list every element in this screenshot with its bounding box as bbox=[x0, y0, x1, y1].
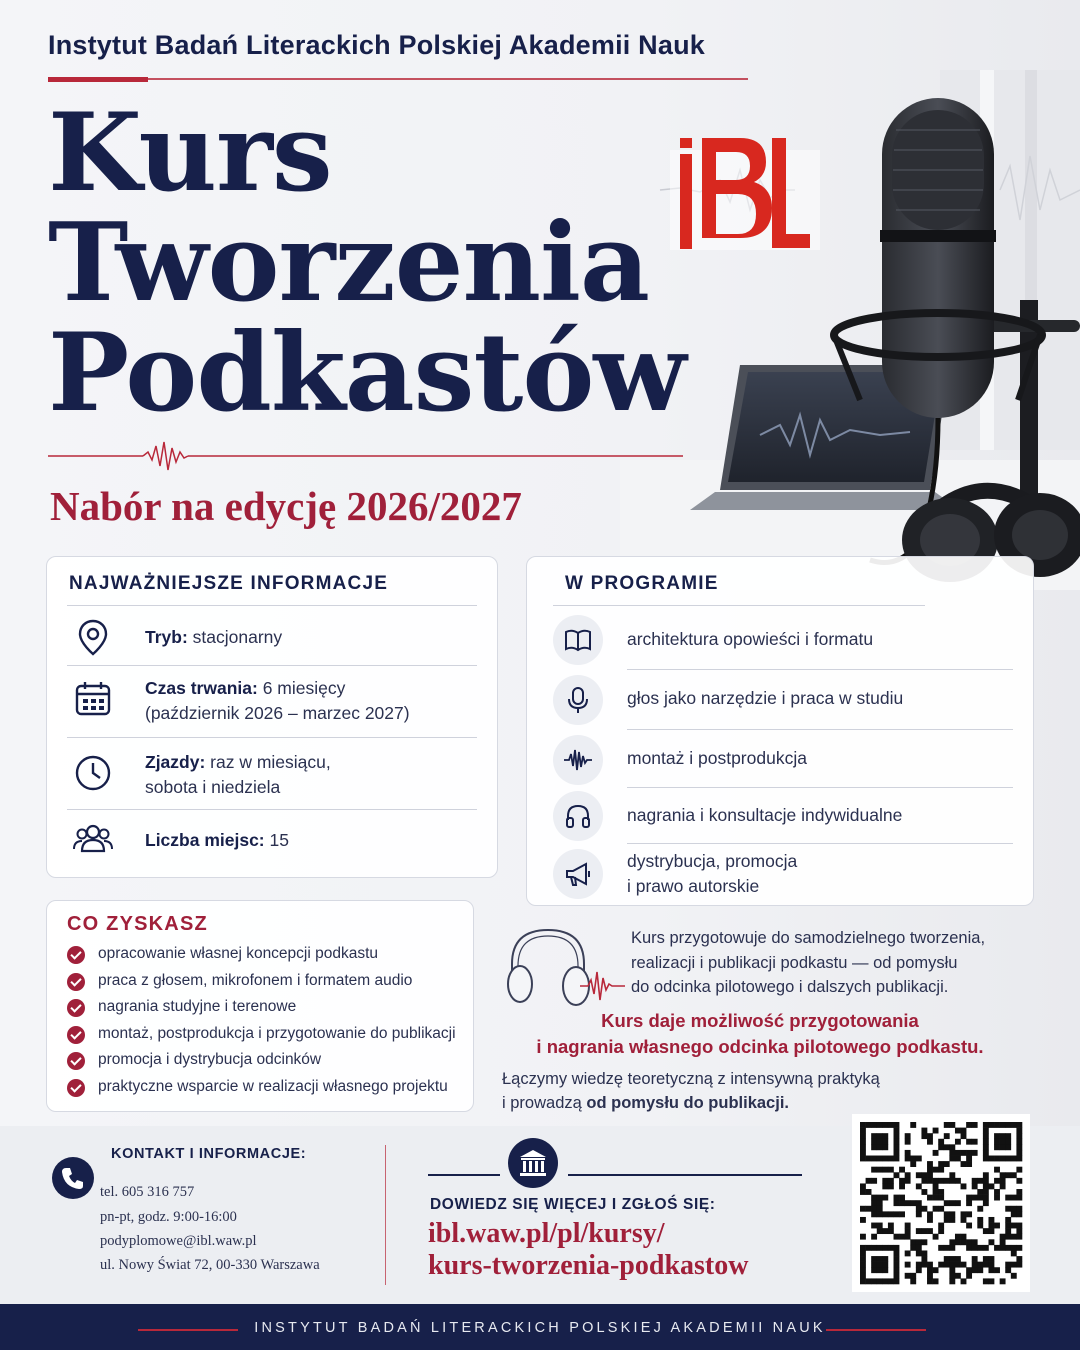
info-row-meetings bbox=[67, 743, 477, 809]
key-info-card bbox=[46, 556, 498, 878]
statement-text: i prowadzą bbox=[502, 1094, 587, 1112]
contact-phone[interactable]: tel. 605 316 757 bbox=[100, 1184, 195, 1200]
info-value-secondary: (październik 2026 – marzec 2027) bbox=[145, 703, 410, 723]
cta-rule bbox=[568, 1174, 802, 1176]
cta-rule bbox=[428, 1174, 500, 1176]
description-line: realizacji i publikacji podkastu — od pomysłu bbox=[631, 953, 958, 972]
course-title-line-2: Tworzenia bbox=[48, 200, 649, 326]
institution-name: Instytut Badań Literackich Polskiej Akademii Nauk bbox=[48, 30, 706, 60]
check-icon bbox=[67, 946, 85, 964]
clock-icon bbox=[71, 751, 115, 795]
highlight-line: Kurs daje możliwość przygotowania bbox=[601, 1010, 919, 1031]
info-mode-text bbox=[145, 625, 282, 650]
enrollment-subtitle: Nabór na edycję 2026/2027 bbox=[50, 483, 522, 529]
check-icon bbox=[67, 999, 85, 1017]
program-item-text bbox=[627, 849, 797, 899]
footer-institution: INSTYTUT BADAŃ LITERACKICH POLSKIEJ AKADEMII NAUK bbox=[254, 1320, 826, 1336]
people-icon bbox=[71, 817, 115, 861]
info-value: 6 miesięcy bbox=[262, 678, 346, 698]
course-url-link[interactable] bbox=[428, 1218, 748, 1282]
program-item bbox=[553, 609, 1013, 667]
info-label: Zjazdy: bbox=[145, 752, 206, 772]
statement-line bbox=[502, 1091, 982, 1115]
divider bbox=[67, 809, 477, 810]
info-label: Czas trwania: bbox=[145, 678, 258, 698]
divider bbox=[67, 737, 477, 738]
program-item bbox=[553, 669, 1013, 727]
benefit-text: praktyczne wsparcie w realizacji własnego projektu bbox=[98, 1078, 448, 1095]
waveform-divider bbox=[48, 440, 683, 472]
program-item bbox=[553, 729, 1013, 787]
calendar-icon bbox=[71, 677, 115, 721]
program-item-text: głos jako narzędzie i praca w studiu bbox=[627, 688, 904, 708]
program-item bbox=[553, 843, 1013, 901]
check-icon bbox=[67, 1052, 85, 1070]
headphones-illustration-icon bbox=[500, 920, 625, 1015]
footer-divider bbox=[385, 1145, 386, 1285]
info-value: 15 bbox=[269, 830, 289, 850]
info-label: Tryb: bbox=[145, 627, 188, 647]
headphones-icon bbox=[564, 802, 592, 830]
url-line-2[interactable]: kurs-tworzenia-podkastow bbox=[428, 1250, 749, 1281]
practice-statement bbox=[502, 1067, 982, 1115]
waveform-icon bbox=[564, 746, 592, 774]
program-icon-circle bbox=[553, 675, 603, 725]
phone-icon bbox=[52, 1157, 94, 1199]
key-info-heading: NAJWAŻNIEJSZE INFORMACJE bbox=[69, 573, 389, 594]
description-line: do odcinka pilotowego i dalszych publikacji. bbox=[631, 978, 949, 996]
info-meetings-text bbox=[145, 750, 331, 800]
benefits-card bbox=[46, 900, 474, 1112]
program-icon-circle bbox=[553, 615, 603, 665]
program-item-line-1: dystrybucja, promocja bbox=[627, 851, 798, 871]
url-line-1[interactable]: ibl.waw.pl/pl/kursy/ bbox=[428, 1218, 665, 1249]
contact-address: ul. Nowy Świat 72, 00-330 Warszawa bbox=[100, 1257, 320, 1273]
program-heading: W PROGRAMIE bbox=[565, 573, 719, 594]
institution-building-icon bbox=[508, 1138, 558, 1188]
benefit-text: promocja i dystrybucja odcinków bbox=[98, 1051, 322, 1068]
contact-email[interactable]: podyplomowe@ibl.waw.pl bbox=[100, 1233, 257, 1249]
ibl-logo bbox=[670, 130, 820, 270]
contact-heading: KONTAKT I INFORMACJE: bbox=[111, 1146, 307, 1162]
course-description bbox=[631, 926, 1031, 1000]
program-item-text: montaż i postprodukcja bbox=[627, 748, 807, 768]
info-label: Liczba miejsc: bbox=[145, 830, 265, 850]
cta-label: DOWIEDZ SIĘ WIĘCEJ I ZGŁOŚ SIĘ: bbox=[430, 1196, 716, 1213]
pilot-episode-highlight bbox=[500, 1008, 1020, 1060]
program-item-text: architektura opowieści i formatu bbox=[627, 629, 874, 649]
info-duration-text bbox=[145, 676, 410, 726]
program-icon-circle bbox=[553, 735, 603, 785]
microphone-icon bbox=[564, 686, 592, 714]
info-value-secondary: sobota i niedziela bbox=[145, 777, 281, 797]
benefit-text: praca z głosem, mikrofonem i formatem audio bbox=[98, 972, 413, 989]
program-item-text: nagrania i konsultacje indywidualne bbox=[627, 805, 903, 825]
check-icon bbox=[67, 973, 85, 991]
benefit-text: nagrania studyjne i terenowe bbox=[98, 998, 297, 1015]
program-icon-circle bbox=[553, 849, 603, 899]
qr-code[interactable] bbox=[852, 1114, 1030, 1292]
benefit-text: montaż, postprodukcja i przygotowanie do publikacji bbox=[98, 1025, 456, 1042]
check-icon bbox=[67, 1079, 85, 1097]
info-value: raz w miesiącu, bbox=[210, 752, 331, 772]
benefits-heading: CO ZYSKASZ bbox=[67, 913, 208, 935]
program-item bbox=[553, 785, 1013, 843]
divider bbox=[553, 605, 925, 606]
statement-emphasis: od pomysłu do publikacji. bbox=[586, 1094, 789, 1112]
megaphone-icon bbox=[564, 860, 592, 888]
location-pin-icon bbox=[71, 615, 115, 659]
program-icon-circle bbox=[553, 791, 603, 841]
program-item-line-2: i prawo autorskie bbox=[627, 876, 760, 896]
program-card bbox=[526, 556, 1034, 906]
book-icon bbox=[564, 626, 592, 654]
check-icon bbox=[67, 1026, 85, 1044]
info-row-duration bbox=[67, 671, 477, 737]
info-seats-text bbox=[145, 828, 289, 853]
course-title-line-3: Podkastów bbox=[48, 310, 686, 436]
divider bbox=[67, 605, 477, 606]
highlight-line: i nagrania własnego odcinka pilotowego podkastu. bbox=[536, 1036, 984, 1057]
contact-hours: pn-pt, godz. 9:00-16:00 bbox=[100, 1209, 237, 1225]
info-row-seats bbox=[67, 815, 477, 871]
divider bbox=[67, 665, 477, 666]
course-title-line-1: Kurs bbox=[48, 90, 332, 216]
statement-line: Łączymy wiedzę teoretyczną z intensywną praktyką bbox=[502, 1070, 880, 1088]
description-line: Kurs przygotowuje do samodzielnego tworzenia, bbox=[631, 929, 986, 947]
header-divider-accent bbox=[48, 77, 148, 82]
benefit-text: opracowanie własnej koncepcji podkastu bbox=[98, 945, 379, 962]
info-row-mode bbox=[67, 613, 477, 665]
info-value: stacjonarny bbox=[192, 627, 283, 647]
ibl-logo-mark bbox=[670, 130, 820, 270]
